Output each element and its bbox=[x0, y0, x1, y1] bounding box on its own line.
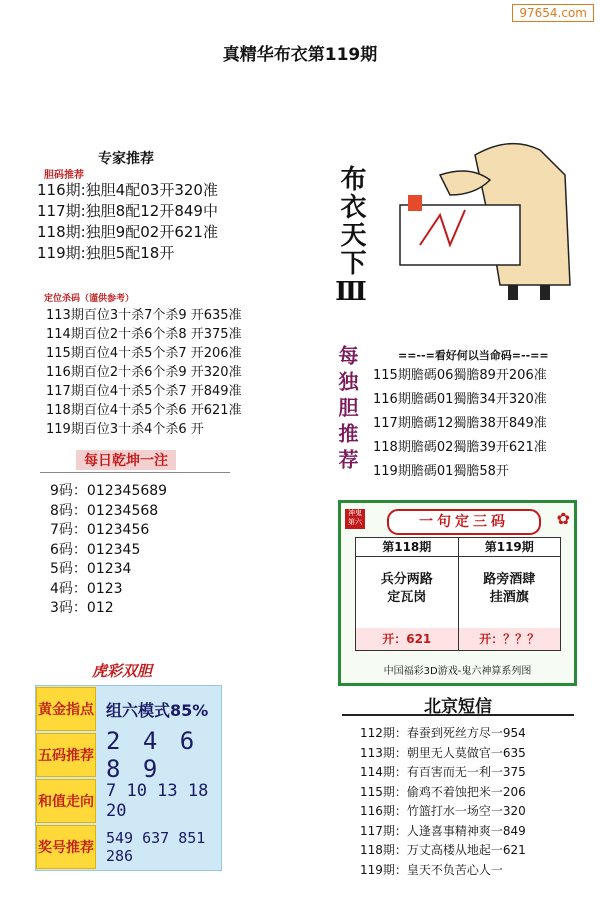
each-dan-line: 116期膽碼01獨膽34开320准 bbox=[373, 392, 547, 407]
position-kill-list bbox=[46, 306, 242, 439]
expert-line: 117期:独胆8配12开849中 bbox=[37, 202, 218, 220]
sanma-badge: 神鬼第六 bbox=[345, 509, 365, 529]
kill-line: 118期百位4十杀5个杀6 开621准 bbox=[46, 403, 242, 418]
daily-line: 9码：012345689 bbox=[50, 483, 168, 499]
sanma-footer: 中国福彩3D游戏-鬼六神算系列图 bbox=[383, 666, 532, 677]
beijing-line: 114期：有百害而无一利一375 bbox=[360, 765, 526, 779]
tiger-value: 组六模式85% bbox=[106, 700, 209, 720]
each-dan-line: 118期膽碼02獨膽39开621准 bbox=[373, 440, 547, 455]
tiger-row bbox=[36, 686, 221, 732]
daily-heading: 每日乾坤一注 bbox=[76, 450, 176, 470]
expert-line: 119期:独胆5配18开 bbox=[37, 244, 175, 262]
beijing-heading-bar bbox=[342, 692, 574, 716]
each-dan-list bbox=[373, 364, 547, 484]
tiger-value: 549 637 851 286 bbox=[106, 829, 206, 865]
kill-line: 114期百位2十杀6个杀8 开375准 bbox=[46, 327, 242, 342]
tiger-value: 2 4 6 8 9 bbox=[106, 727, 199, 783]
cartoon-jar bbox=[408, 195, 422, 211]
cartoon-desk bbox=[400, 205, 520, 265]
sanma-right-period: 第119期 bbox=[459, 538, 561, 557]
cartoon-illustration bbox=[380, 135, 580, 300]
daily-line: 4码：0123 bbox=[50, 580, 123, 597]
beijing-line: 118期：万丈高楼从地起一621 bbox=[360, 843, 526, 857]
daily-line: 7码：0123456 bbox=[50, 522, 150, 538]
expert-line: 116期:独胆4配03开320准 bbox=[37, 181, 218, 199]
kill-line: 116期百位2十杀6个杀9 开320准 bbox=[46, 365, 242, 380]
kill-line: 117期百位4十杀5个杀7 开849准 bbox=[46, 384, 242, 399]
dan-label: 胆码推荐 bbox=[44, 170, 84, 181]
tiger-label: 黄金指点 bbox=[36, 687, 96, 731]
cartoon-chair-leg bbox=[540, 285, 550, 300]
daily-line: 3码：012 bbox=[50, 600, 114, 616]
sanma-right-open: 开：？？？ bbox=[459, 628, 561, 650]
beijing-line: 116期：竹篮打水一场空一320 bbox=[360, 804, 526, 818]
each-dan-line: 119期膽碼01獨膽58开 bbox=[373, 464, 509, 479]
kill-line: 115期百位4十杀5个杀7 开206准 bbox=[46, 346, 242, 361]
beijing-line: 117期：人逢喜事精神爽一849 bbox=[360, 823, 526, 838]
tiger-label: 五码推荐 bbox=[36, 733, 96, 777]
sanma-table bbox=[355, 537, 561, 651]
beijing-line: 112期：春蚕到死丝方尽一954 bbox=[360, 726, 526, 740]
each-dan-header: ==--=看好何以当命码=--== bbox=[398, 349, 549, 362]
buyi-vertical-title: 布衣天下Ⅲ bbox=[336, 165, 366, 309]
beijing-heading: 北京短信 bbox=[424, 697, 492, 717]
tiger-row bbox=[36, 727, 221, 783]
daily-line: 8码：01234568 bbox=[50, 502, 159, 519]
daily-list bbox=[50, 482, 167, 619]
position-kill-label: 定位杀码（谨供参考） bbox=[44, 294, 135, 304]
tiger-value: 7 10 13 18 20 bbox=[106, 781, 209, 821]
beijing-line: 113期：朝里无人莫做官一635 bbox=[360, 745, 526, 760]
sanma-left-text: 兵分两路 定瓦岗 bbox=[380, 572, 433, 605]
site-watermark: 97654.com bbox=[512, 4, 594, 22]
beijing-list bbox=[360, 724, 526, 880]
page-title: 真精华布衣第119期 bbox=[222, 45, 378, 65]
sanma-title: 一句定三码 bbox=[387, 509, 541, 535]
sanma-left-open: 开：621 bbox=[356, 628, 458, 650]
sanma-left-col bbox=[356, 538, 459, 650]
kill-line: 119期百位3十杀4个杀6 开 bbox=[46, 422, 204, 437]
tiger-row bbox=[36, 778, 221, 824]
beijing-line: 119期：皇天不负苦心人一 bbox=[360, 862, 503, 877]
sanma-right-col bbox=[459, 538, 561, 650]
sanma-right-text: 路旁酒肆 挂酒旗 bbox=[483, 572, 536, 605]
expert-list bbox=[37, 180, 218, 264]
each-dan-vertical: 每独胆推荐 bbox=[335, 345, 359, 475]
each-dan-line: 115期膽碼06獨膽89开206准 bbox=[373, 368, 547, 383]
kill-line: 113期百位3十杀7个杀9 开635准 bbox=[46, 308, 242, 323]
sanma-box bbox=[338, 500, 577, 686]
expert-line: 118期:独胆9配02开621准 bbox=[37, 223, 218, 241]
beijing-line: 115期：偷鸡不着蚀把米一206 bbox=[360, 784, 526, 799]
tiger-heading: 虎彩双胆 bbox=[92, 662, 153, 680]
daily-heading-bar bbox=[40, 450, 230, 473]
daily-line: 5码：01234 bbox=[50, 561, 132, 577]
daily-line: 6码：012345 bbox=[50, 541, 141, 558]
tiger-label: 奖号推荐 bbox=[36, 825, 96, 869]
tiger-row bbox=[36, 824, 221, 870]
sanma-flower-icon: ✿ bbox=[556, 509, 570, 528]
sanma-left-period: 第118期 bbox=[356, 538, 458, 557]
tiger-label: 和值走向 bbox=[36, 779, 96, 823]
each-dan-line: 117期膽碼12獨膽38开849准 bbox=[373, 416, 547, 431]
cartoon-chair-leg bbox=[508, 285, 518, 300]
expert-heading: 专家推荐 bbox=[98, 151, 154, 167]
tiger-table bbox=[35, 685, 222, 871]
